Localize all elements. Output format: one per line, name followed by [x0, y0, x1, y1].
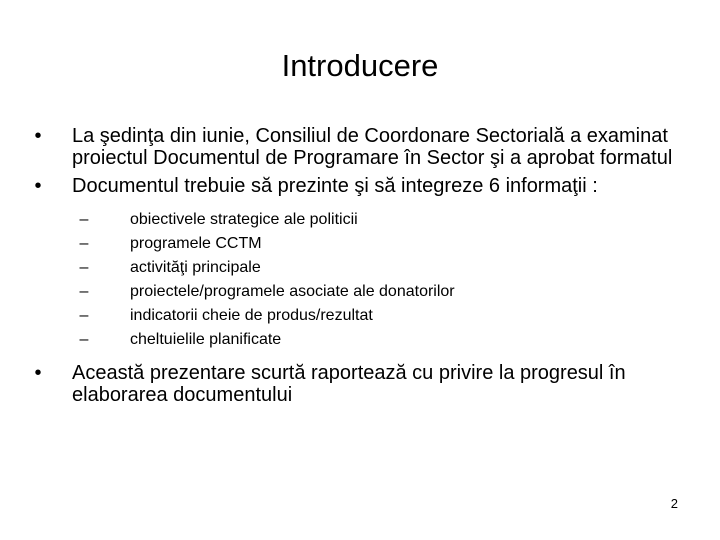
dash-marker: – — [79, 235, 89, 252]
bullet-text: Documentul trebuie să prezinte şi să integreze 6 informaţii : — [72, 175, 598, 197]
sub-bullet-item — [72, 208, 690, 232]
dash-marker: – — [79, 307, 89, 324]
sub-bullet-text: cheltuielile planificate — [130, 331, 282, 348]
bullet-text: Această prezentare scurtă raportează cu privire la progresul în elaborarea documentului — [72, 362, 626, 406]
sub-bullet-item — [72, 328, 690, 352]
sub-bullet-text: obiectivele strategice ale politicii — [130, 211, 358, 228]
sub-bullet-text: activităţi principale — [130, 259, 261, 276]
bullet-list — [30, 125, 690, 406]
sub-bullet-text: programele CCTM — [130, 235, 262, 252]
sub-bullet-text: proiectele/programele asociate ale donatorilor — [130, 283, 455, 300]
bullet-item — [30, 125, 690, 169]
bullet-marker: • — [34, 125, 42, 147]
sub-bullet-list — [72, 208, 690, 352]
bullet-item — [30, 362, 690, 406]
page-number: 2 — [670, 496, 678, 511]
sub-bullet-item — [72, 232, 690, 256]
sub-bullet-text: indicatorii cheie de produs/rezultat — [130, 307, 373, 324]
dash-marker: – — [79, 211, 89, 228]
dash-marker: – — [79, 331, 89, 348]
sub-bullet-item — [72, 280, 690, 304]
bullet-text: La şedinţa din iunie, Consiliul de Coordonare Sectorială a examinat proiectul Documentul de Programare în Sector şi a aprobat formatul — [72, 125, 673, 169]
bullet-marker: • — [34, 175, 42, 197]
slide-title: Introducere — [281, 48, 439, 83]
dash-marker: – — [79, 259, 89, 276]
bullet-item — [30, 175, 690, 352]
sub-bullet-item — [72, 304, 690, 328]
dash-marker: – — [79, 283, 89, 300]
bullet-marker: • — [34, 362, 42, 384]
sub-bullet-item — [72, 256, 690, 280]
